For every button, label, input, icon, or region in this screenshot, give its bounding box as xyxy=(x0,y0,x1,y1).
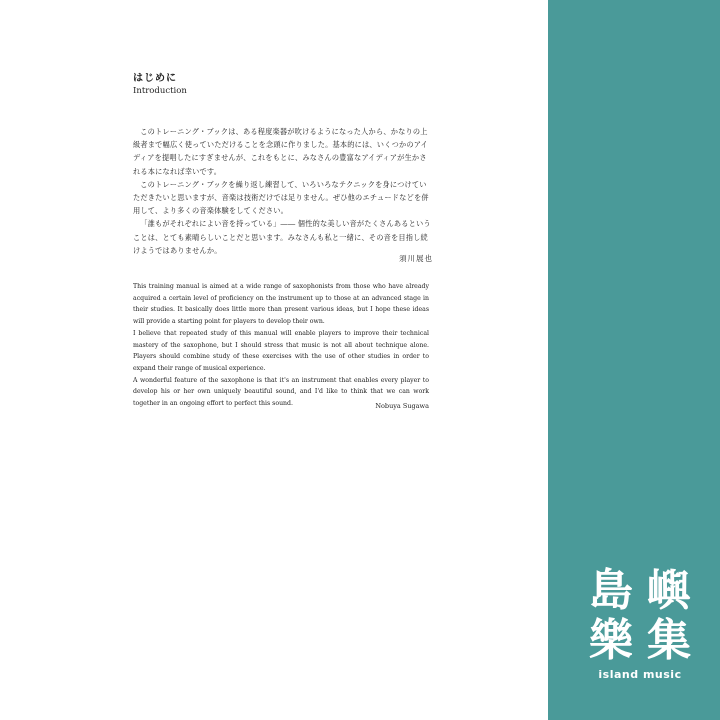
japanese-text-block xyxy=(133,125,433,257)
logo-char: 樂 xyxy=(589,615,633,666)
english-paragraph: This training manual is aimed at a wide range of saxophonists from those who have already acquired a certain level of proficiency on the instrument up to those at an advanced stage in their studies. It basically does little more than present various ideas, but I hope these ideas will provide a starting point for players to develop their own. xyxy=(133,283,429,326)
english-signature: Nobuya Sugawa xyxy=(375,402,429,410)
heading-english: Introduction xyxy=(133,86,187,96)
island-music-logo xyxy=(585,566,695,681)
japanese-paragraph: 「誰もがそれぞれによい音を持っている」―― 個性的な美しい音がたくさんあるということは、とても素晴らしいことだと思います。みなさんも私と一緒に、その音を目指し続けようではありませんか。 xyxy=(133,219,431,255)
logo-subtitle: island music xyxy=(598,668,682,681)
logo-char: 嶼 xyxy=(647,565,691,616)
logo-char: 集 xyxy=(647,615,691,666)
japanese-paragraph: このトレーニング・ブックは、ある程度楽器が吹けるようになった人から、かなりの上級者まで幅広く使っていただけることを念頭に作りました。基本的には、いくつかのアイディアを提唱したにすぎませんが、これをもとに、みなさんの豊富なアイディアが生かされる本になれば幸いです。 xyxy=(133,127,428,176)
english-text-block xyxy=(133,281,429,410)
heading-japanese: はじめに xyxy=(133,73,177,84)
japanese-signature: 須川展也 xyxy=(399,254,433,263)
english-paragraph: I believe that repeated study of this manual will enable players to improve their technical mastery of the saxophone, but I should stress that music is not all about technique alone. Players should combine study of these exercises with the use of other studies in order to expand their range of musical experience. xyxy=(133,329,429,372)
japanese-paragraph: このトレーニング・ブックを繰り返し練習して、いろいろなテクニックを身につけていただきたいと思いますが、音楽は技術だけでは足りません。ぜひ他のエチュードなどを併用して、より多くの音楽体験をしてください。 xyxy=(133,179,429,216)
logo-char: 島 xyxy=(589,565,633,616)
english-paragraph: A wonderful feature of the saxophone is that it's an instrument that enables every player to develop his or her own uniquely beautiful sound, and I'd like to think that we can work together in an ongoing effort to perfect this sound. xyxy=(133,376,429,408)
